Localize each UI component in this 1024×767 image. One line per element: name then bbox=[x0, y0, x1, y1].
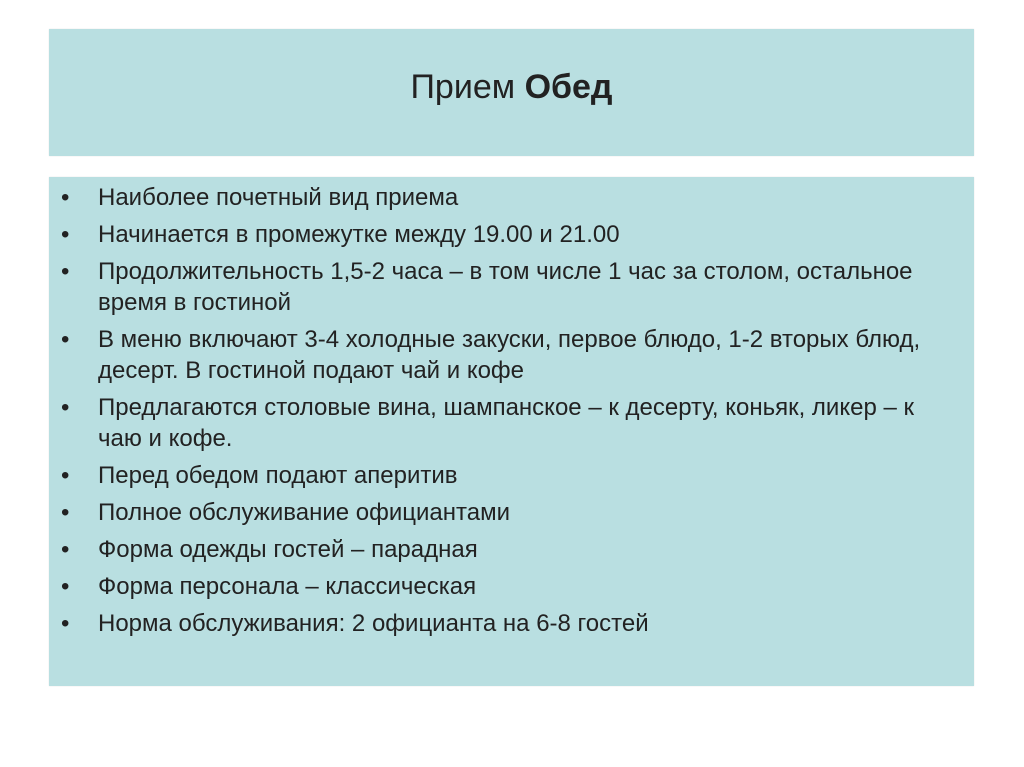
bullet-dot: • bbox=[61, 499, 70, 526]
bullet-item bbox=[61, 182, 954, 213]
bullet-item bbox=[61, 534, 954, 565]
bullet-item bbox=[61, 608, 954, 639]
bullet-list bbox=[49, 177, 974, 639]
bullet-item bbox=[61, 460, 954, 491]
bullet-text: Форма персонала – классическая bbox=[98, 573, 477, 600]
slide-title-bold: Обед bbox=[524, 68, 613, 106]
bullet-text: Перед обедом подают аперитив bbox=[98, 462, 458, 489]
bullet-dot: • bbox=[61, 610, 70, 637]
bullet-text: Форма одежды гостей – парадная bbox=[98, 536, 478, 563]
bullet-item bbox=[61, 392, 954, 454]
bullet-dot: • bbox=[61, 326, 70, 353]
bullet-dot: • bbox=[61, 221, 70, 248]
bullet-dot: • bbox=[61, 258, 70, 285]
bullet-text: Наиболее почетный вид приема bbox=[98, 184, 459, 211]
bullet-dot: • bbox=[61, 394, 70, 421]
bullet-text: В меню включают 3-4 холодные закуски, первое блюдо, 1-2 вторых блюд, десерт. В гостиной подают чай и кофе bbox=[98, 326, 921, 384]
bullet-text: Полное обслуживание официантами bbox=[98, 499, 510, 526]
bullet-item bbox=[61, 497, 954, 528]
bullet-item bbox=[61, 256, 954, 318]
bullet-text: Продолжительность 1,5-2 часа – в том числе 1 час за столом, остальное время в гостиной bbox=[98, 258, 913, 316]
content-panel bbox=[49, 177, 974, 686]
bullet-item bbox=[61, 219, 954, 250]
bullet-item bbox=[61, 571, 954, 602]
bullet-dot: • bbox=[61, 573, 70, 600]
bullet-dot: • bbox=[61, 462, 70, 489]
title-panel bbox=[49, 29, 974, 156]
bullet-dot: • bbox=[61, 184, 70, 211]
slide-title bbox=[410, 68, 612, 107]
bullet-text: Начинается в промежутке между 19.00 и 21.00 bbox=[98, 221, 620, 248]
bullet-text: Норма обслуживания: 2 официанта на 6-8 гостей bbox=[98, 610, 649, 637]
bullet-dot: • bbox=[61, 536, 70, 563]
slide-title-normal: Прием bbox=[410, 68, 525, 106]
bullet-text: Предлагаются столовые вина, шампанское – к десерту, коньяк, ликер – к чаю и кофе. bbox=[98, 394, 914, 452]
bullet-item bbox=[61, 324, 954, 386]
